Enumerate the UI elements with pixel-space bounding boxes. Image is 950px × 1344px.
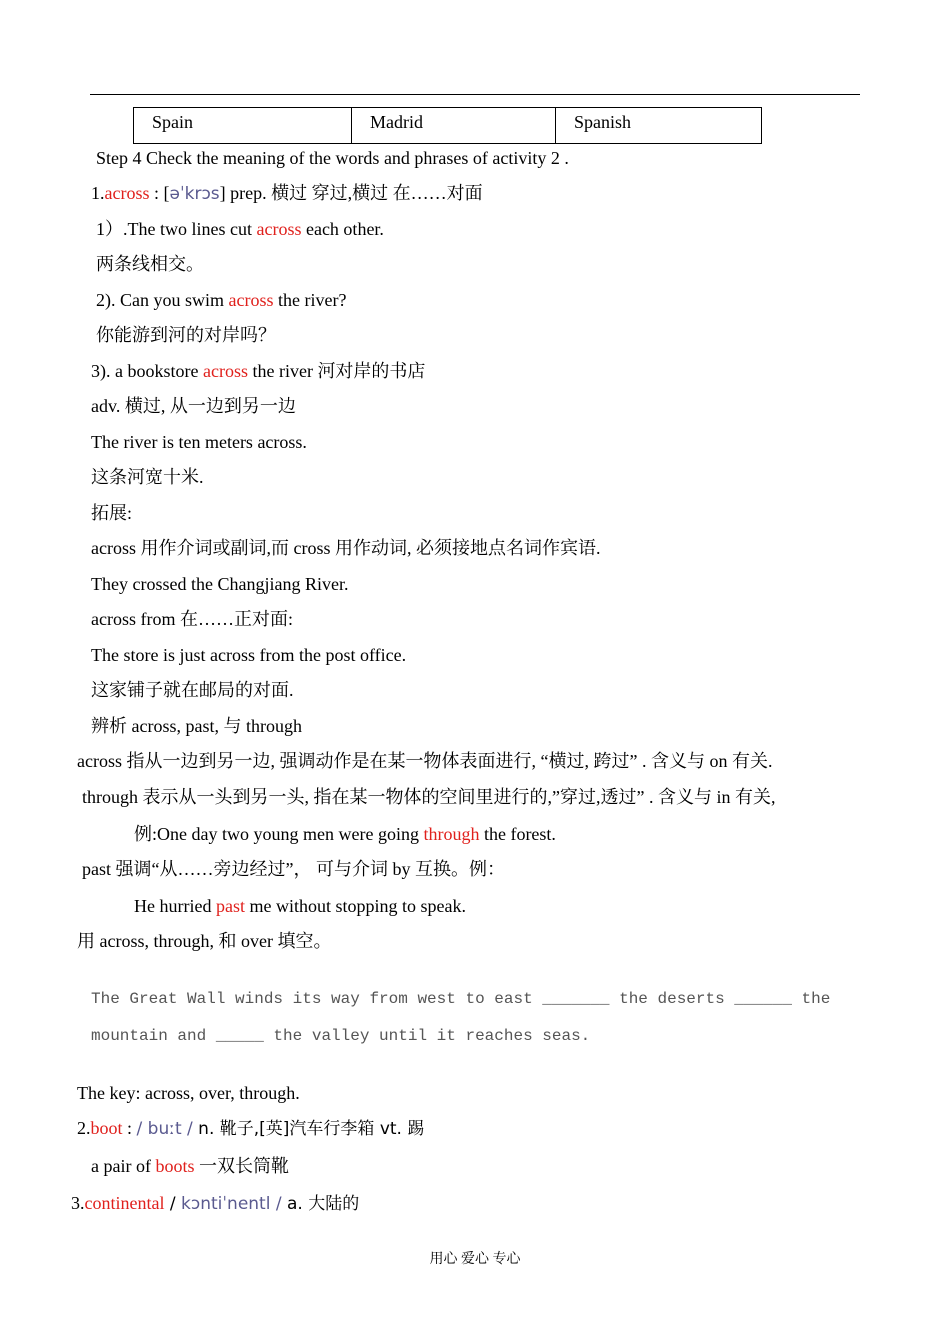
- example-text: a pair of: [91, 1156, 156, 1176]
- example-2-translation: 你能游到河的对岸吗？: [96, 325, 276, 345]
- adverb-definition: adv. 横过, 从一边到另一边: [91, 396, 296, 416]
- example-text: 例:One day two young men were going: [134, 824, 424, 844]
- extension-translation-2: 这家铺子就在邮局的对面.: [91, 680, 294, 700]
- highlight-word: across: [228, 290, 274, 310]
- word-number: 2.: [77, 1118, 91, 1138]
- word2-entry: [77, 1116, 424, 1141]
- example-text: each other.: [301, 219, 384, 239]
- extension-note-1: across 用作介词或副词,而 cross 用作动词, 必须接地点名词作宾语.: [91, 538, 601, 558]
- phonetic: əˈkrɔs: [169, 184, 220, 204]
- word-headword: continental: [84, 1193, 165, 1213]
- example-text: 一双长筒靴: [194, 1156, 289, 1176]
- fill-blank-line-1: The Great Wall winds its way from west to east _______ the deserts ______ the: [91, 990, 831, 1008]
- extension-note-2: across from 在……正对面:: [91, 609, 293, 629]
- answer-key: The key: across, over, through.: [77, 1083, 300, 1103]
- phonetic: kɔntiˈnentl /: [175, 1194, 282, 1214]
- example-2: [96, 288, 346, 312]
- word3-entry: [71, 1191, 359, 1216]
- country-table: [133, 107, 762, 144]
- step4-heading: Step 4 Check the meaning of the words and phrases of activity 2 .: [96, 148, 569, 168]
- word-number: 3.: [71, 1193, 85, 1213]
- extension-example-2: The store is just across from the post office.: [91, 645, 407, 665]
- pron-separator: :: [122, 1118, 137, 1138]
- example-text: He hurried: [134, 896, 216, 916]
- example-text: 1）.The two lines cut: [96, 219, 257, 239]
- example-text: the river?: [273, 290, 347, 310]
- pron-separator: /: [164, 1194, 176, 1214]
- adverb-example: The river is ten meters across.: [91, 432, 307, 452]
- past-example: [134, 894, 466, 918]
- table-cell-capital: Madrid: [352, 108, 556, 144]
- pron-open: : [: [149, 183, 170, 203]
- word-headword: across: [104, 183, 150, 203]
- highlight-word: through: [423, 824, 480, 844]
- example-text: the forest.: [479, 824, 556, 844]
- example-text: 2). Can you swim: [96, 290, 229, 310]
- word2-example: [91, 1154, 289, 1178]
- example-1: [96, 217, 384, 241]
- phonetic: / buːt /: [136, 1119, 193, 1139]
- comparison-through: through 表示从一头到另一头, 指在某一物体的空间里进行的,”穿过,透过” . 含义与 in 有关,: [82, 787, 776, 807]
- table-cell-language: Spanish: [556, 108, 762, 144]
- example-text: the river 河对岸的书店: [247, 361, 426, 381]
- page-footer: 用心 爱心 专心: [429, 1252, 521, 1267]
- header-rule: [90, 94, 860, 95]
- fill-blank-title: 用 across, through, 和 over 填空。: [77, 931, 332, 951]
- word-number: 1.: [91, 183, 105, 203]
- highlight-word: across: [202, 361, 248, 381]
- extension-example-1: They crossed the Changjiang River.: [91, 574, 349, 594]
- table-cell-country: Spain: [134, 108, 352, 144]
- definition: n. 靴子,[英]汽车行李箱 vt. 踢: [192, 1119, 425, 1139]
- word1-entry: [91, 181, 483, 206]
- fill-blank-line-2: mountain and _____ the valley until it reaches seas.: [91, 1027, 591, 1045]
- through-example: [134, 822, 556, 846]
- comparison-across: across 指从一边到另一边, 强调动作是在某一物体表面进行, “横过, 跨过” . 含义与 on 有关.: [77, 751, 773, 771]
- example-text: me without stopping to speak.: [244, 896, 466, 916]
- comparison-title: 辨析 across, past, 与 through: [91, 716, 302, 736]
- extension-title: 拓展:: [91, 503, 133, 523]
- highlight-word: past: [215, 896, 245, 916]
- table-row: [134, 108, 762, 144]
- comparison-past: past 强调“从……旁边经过”， 可与介词 by 互换。例：: [82, 859, 505, 879]
- highlight-word: across: [256, 219, 302, 239]
- example-1-translation: 两条线相交。: [96, 254, 204, 274]
- example-3: [91, 359, 425, 383]
- word-headword: boot: [90, 1118, 123, 1138]
- highlight-word: boots: [155, 1156, 195, 1176]
- example-text: 3). a bookstore: [91, 361, 203, 381]
- definition: a. 大陆的: [281, 1194, 360, 1214]
- definition: ] prep. 横过 穿过,横过 在……对面: [219, 183, 483, 203]
- adverb-translation: 这条河宽十米.: [91, 467, 204, 487]
